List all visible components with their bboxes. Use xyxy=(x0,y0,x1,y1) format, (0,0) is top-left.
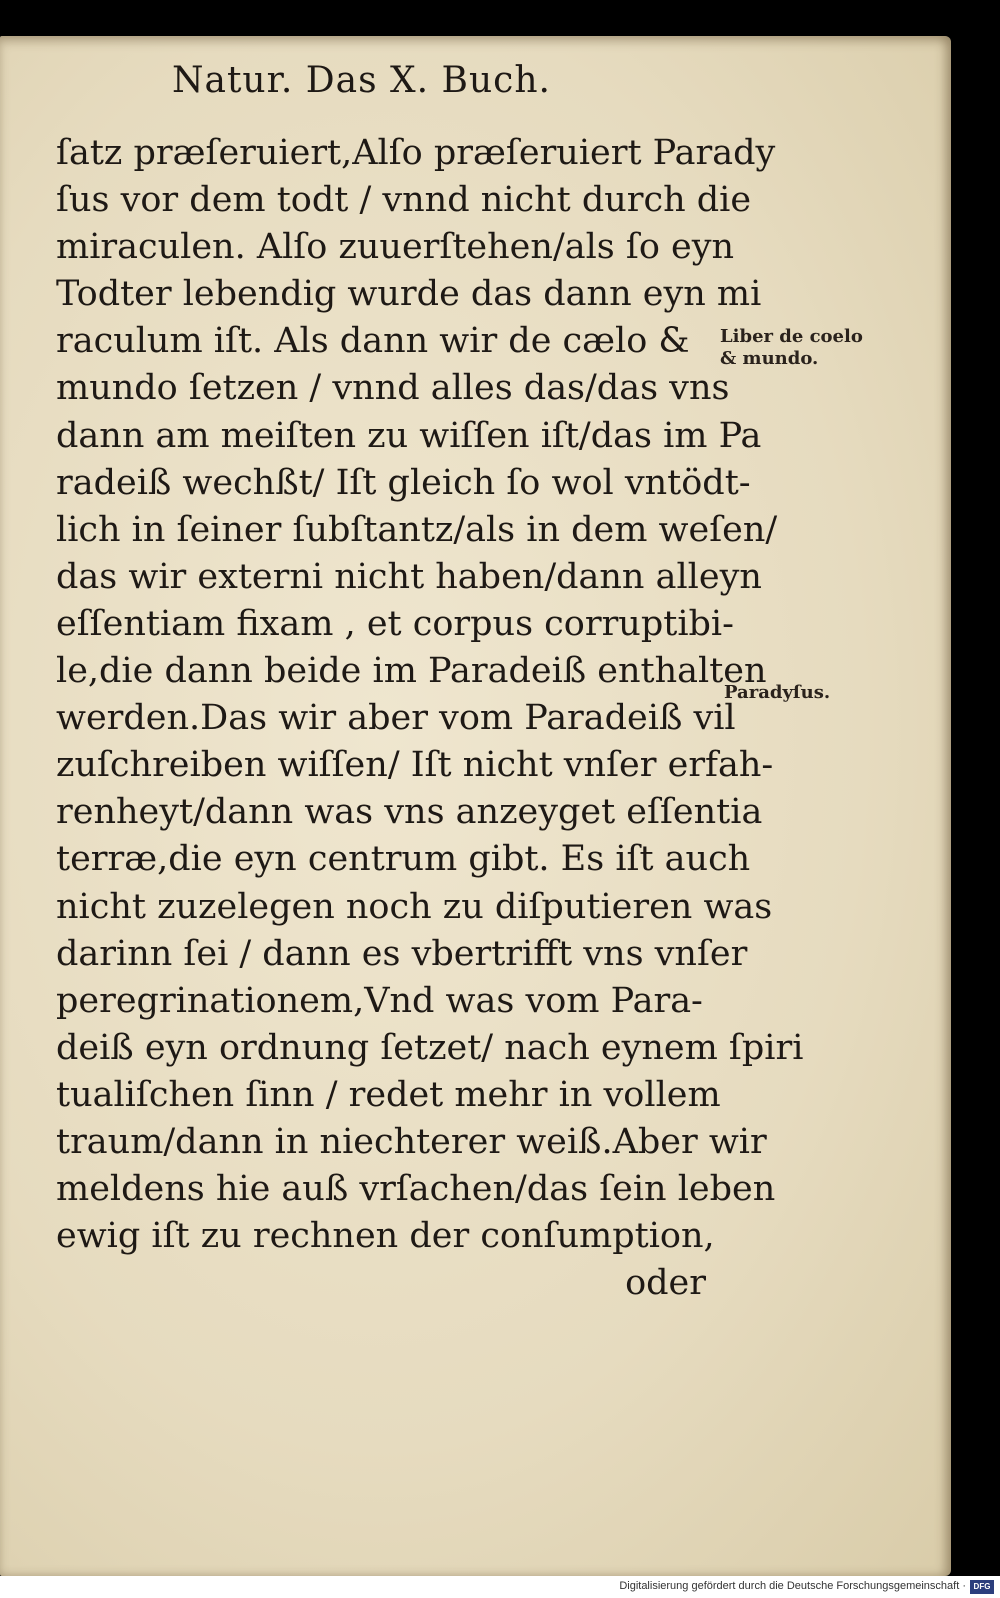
text-line: mundo ſetzen / vnnd alles das/das vns xyxy=(56,368,730,409)
funding-credit: Digitalisierung gefördert durch die Deutsche Forschungsgemeinschaft · xyxy=(619,1580,966,1592)
marginal-note-de-coelo xyxy=(720,326,880,370)
text-line: raculum iſt. Als dann wir de cælo & xyxy=(56,321,690,362)
dfg-logo: DFG xyxy=(970,1580,994,1594)
text-line: renheyt/dann was vns anzeyget eſſentia xyxy=(56,792,763,833)
marginal-note-paradysus: Paradyſus. xyxy=(724,682,831,703)
text-line: ſatz præſeruiert,Alſo præſeruiert Parady xyxy=(56,133,776,173)
text-line: das wir externi nicht haben/dann alleyn xyxy=(56,556,762,597)
text-line: eſſentiam fixam , et corpus corruptibi- xyxy=(56,603,734,644)
text-line: dann am meiſten zu wiſſen iſt/das im Pa xyxy=(56,415,762,456)
text-line: ewig iſt zu rechnen der conſumption, xyxy=(56,1216,715,1257)
running-header: Natur. Das X. Buch. xyxy=(172,60,551,101)
text-line: miraculen. Alſo zuuerſtehen/als ſo eyn xyxy=(56,227,735,268)
text-line: meldens hie auß vrſachen/das ſein leben xyxy=(56,1169,776,1210)
text-line: lich in ſeiner ſubſtantz/als in dem weſen/ xyxy=(56,509,778,550)
text-line: Todter lebendig wurde das dann eyn mi xyxy=(56,274,762,315)
text-line: zuſchreiben wiſſen/ Iſt nicht vnſer erfah- xyxy=(56,745,774,786)
text-line: deiß eyn ordnung ſetzet/ nach eynem ſpiri xyxy=(56,1027,804,1068)
text-line: peregrinationem,Vnd was vom Para- xyxy=(56,980,703,1021)
marginal-note-line: & mundo. xyxy=(720,348,819,369)
text-line: darinn ſei / dann es vbertrifft vns vnſer xyxy=(56,933,748,974)
text-line: tualiſchen ſinn / redet mehr in vollem xyxy=(56,1074,721,1115)
text-line: nicht zuzelegen noch zu diſputieren was xyxy=(56,886,773,927)
text-line: terræ,die eyn centrum gibt. Es iſt auch xyxy=(56,839,751,880)
text-line: werden.Das wir aber vom Paradeiß vil xyxy=(56,698,736,739)
catchword: oder xyxy=(625,1263,706,1304)
text-line: ſus vor dem todt / vnnd nicht durch die xyxy=(56,180,752,221)
footer-bar xyxy=(0,1576,1000,1598)
text-line: radeiß wechßt/ Iſt gleich ſo wol vntödt- xyxy=(56,462,751,503)
marginal-note-line: Liber de coelo xyxy=(720,326,863,347)
text-line: traum/dann in niechterer weiß.Aber wir xyxy=(56,1121,767,1162)
text-line: le,die dann beide im Paradeiß enthalten xyxy=(56,651,767,692)
